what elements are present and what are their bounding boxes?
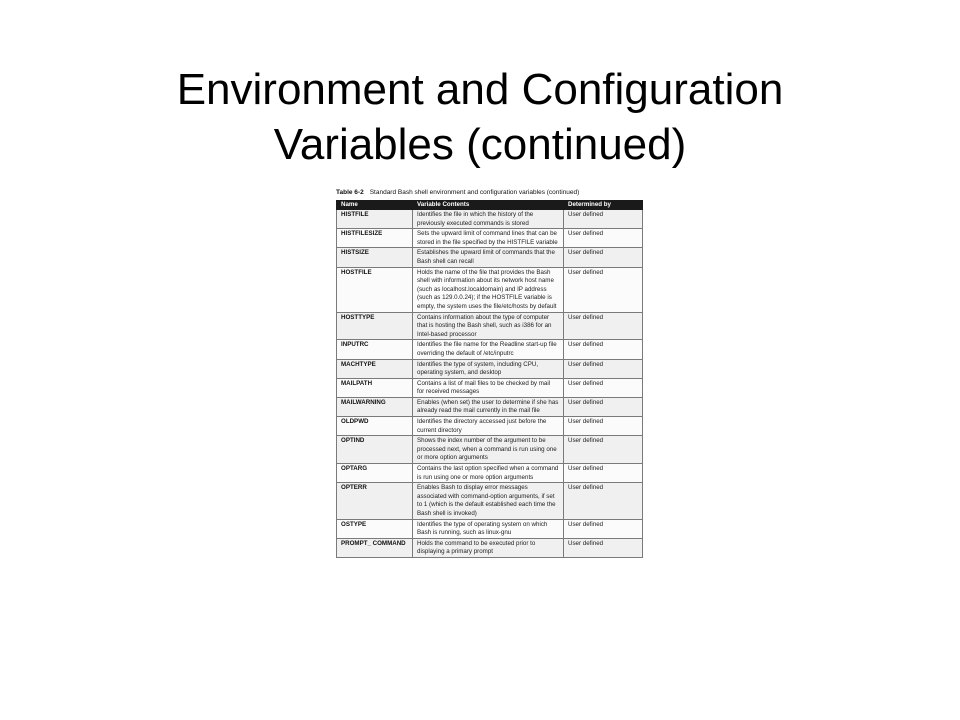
determined-by-cell: User defined bbox=[564, 464, 643, 483]
table-row bbox=[337, 210, 643, 229]
slide-title bbox=[40, 62, 920, 172]
table-row bbox=[337, 229, 643, 248]
table-row bbox=[337, 436, 643, 464]
variable-name-cell: HISTFILE bbox=[337, 210, 413, 229]
variable-contents-cell: Identifies the file name for the Readline start-up file overriding the default of /etc/inputrc bbox=[413, 340, 564, 359]
determined-by-cell: User defined bbox=[564, 519, 643, 538]
table-row bbox=[337, 312, 643, 340]
determined-by-cell: User defined bbox=[564, 267, 643, 312]
table-row bbox=[337, 359, 643, 378]
variable-name-cell: PROMPT_ COMMAND bbox=[337, 538, 413, 557]
table-row bbox=[337, 417, 643, 436]
table-row bbox=[337, 483, 643, 519]
variable-name-cell: OSTYPE bbox=[337, 519, 413, 538]
variable-name-cell: MACHTYPE bbox=[337, 359, 413, 378]
determined-by-cell: User defined bbox=[564, 397, 643, 416]
determined-by-cell: User defined bbox=[564, 210, 643, 229]
determined-by-cell: User defined bbox=[564, 312, 643, 340]
table-caption-label: Table 6-2 bbox=[336, 189, 364, 196]
determined-by-cell: User defined bbox=[564, 436, 643, 464]
variable-contents-cell: Identifies the directory accessed just before the current directory bbox=[413, 417, 564, 436]
table-body bbox=[337, 210, 643, 558]
variable-name-cell: OPTARG bbox=[337, 464, 413, 483]
variable-name-cell: MAILPATH bbox=[337, 378, 413, 397]
variables-table bbox=[336, 200, 643, 558]
column-header-determined-by: Determined by bbox=[564, 201, 643, 210]
slide-title-line-1: Environment and Configuration bbox=[176, 65, 784, 114]
variable-contents-cell: Identifies the type of system, including CPU, operating system, and desktop bbox=[413, 359, 564, 378]
determined-by-cell: User defined bbox=[564, 359, 643, 378]
slide-title-line-2: Variables (continued) bbox=[273, 120, 687, 169]
variable-name-cell: OLDPWD bbox=[337, 417, 413, 436]
variable-name-cell: HISTFILESIZE bbox=[337, 229, 413, 248]
table-row bbox=[337, 248, 643, 267]
table-row bbox=[337, 378, 643, 397]
variable-name-cell: INPUTRC bbox=[337, 340, 413, 359]
column-header-contents: Variable Contents bbox=[413, 201, 564, 210]
determined-by-cell: User defined bbox=[564, 378, 643, 397]
determined-by-cell: User defined bbox=[564, 248, 643, 267]
variable-name-cell: HOSTTYPE bbox=[337, 312, 413, 340]
determined-by-cell: User defined bbox=[564, 417, 643, 436]
variable-contents-cell: Holds the command to be executed prior to displaying a primary prompt bbox=[413, 538, 564, 557]
variable-name-cell: HISTSIZE bbox=[337, 248, 413, 267]
table-row bbox=[337, 464, 643, 483]
table-row bbox=[337, 538, 643, 557]
variable-name-cell: OPTERR bbox=[337, 483, 413, 519]
variable-contents-cell: Enables (when set) the user to determine if she has already read the mail currently in the mail file bbox=[413, 397, 564, 416]
table-row bbox=[337, 397, 643, 416]
determined-by-cell: User defined bbox=[564, 229, 643, 248]
variable-name-cell: OPTIND bbox=[337, 436, 413, 464]
variable-contents-cell: Identifies the file in which the history of the previously executed commands is stored bbox=[413, 210, 564, 229]
table-caption bbox=[336, 189, 642, 200]
variable-contents-cell: Sets the upward limit of command lines that can be stored in the file specified by the HISTFILE variable bbox=[413, 229, 564, 248]
variable-contents-cell: Shows the index number of the argument to be processed next, when a command is run using one or more option arguments bbox=[413, 436, 564, 464]
table-row bbox=[337, 340, 643, 359]
variable-contents-cell: Contains information about the type of computer that is hosting the Bash shell, such as i386 for an Intel-based processor bbox=[413, 312, 564, 340]
variable-contents-cell: Contains the last option specified when a command is run using one or more option arguments bbox=[413, 464, 564, 483]
variables-table-figure bbox=[336, 189, 642, 558]
determined-by-cell: User defined bbox=[564, 483, 643, 519]
variable-contents-cell: Enables Bash to display error messages associated with command-option arguments, if set to 1 (which is the default established each time the Bash shell is invoked) bbox=[413, 483, 564, 519]
determined-by-cell: User defined bbox=[564, 340, 643, 359]
table-caption-text: Standard Bash shell environment and configuration variables (continued) bbox=[369, 189, 580, 196]
table-header-row bbox=[337, 201, 643, 210]
variable-contents-cell: Contains a list of mail files to be checked by mail for received messages bbox=[413, 378, 564, 397]
table-row bbox=[337, 519, 643, 538]
table-row bbox=[337, 267, 643, 312]
determined-by-cell: User defined bbox=[564, 538, 643, 557]
column-header-name: Name bbox=[337, 201, 413, 210]
variable-contents-cell: Identifies the type of operating system on which Bash is running, such as linux-gnu bbox=[413, 519, 564, 538]
variable-name-cell: MAILWARNING bbox=[337, 397, 413, 416]
variable-name-cell: HOSTFILE bbox=[337, 267, 413, 312]
variable-contents-cell: Establishes the upward limit of commands that the Bash shell can recall bbox=[413, 248, 564, 267]
variable-contents-cell: Holds the name of the file that provides the Bash shell with information about its network host name (such as localhost.localdomain) and IP address (such as 129.0.0.24); if the HOSTFILE variable is empty, the system uses the file/etc/hosts by default bbox=[413, 267, 564, 312]
